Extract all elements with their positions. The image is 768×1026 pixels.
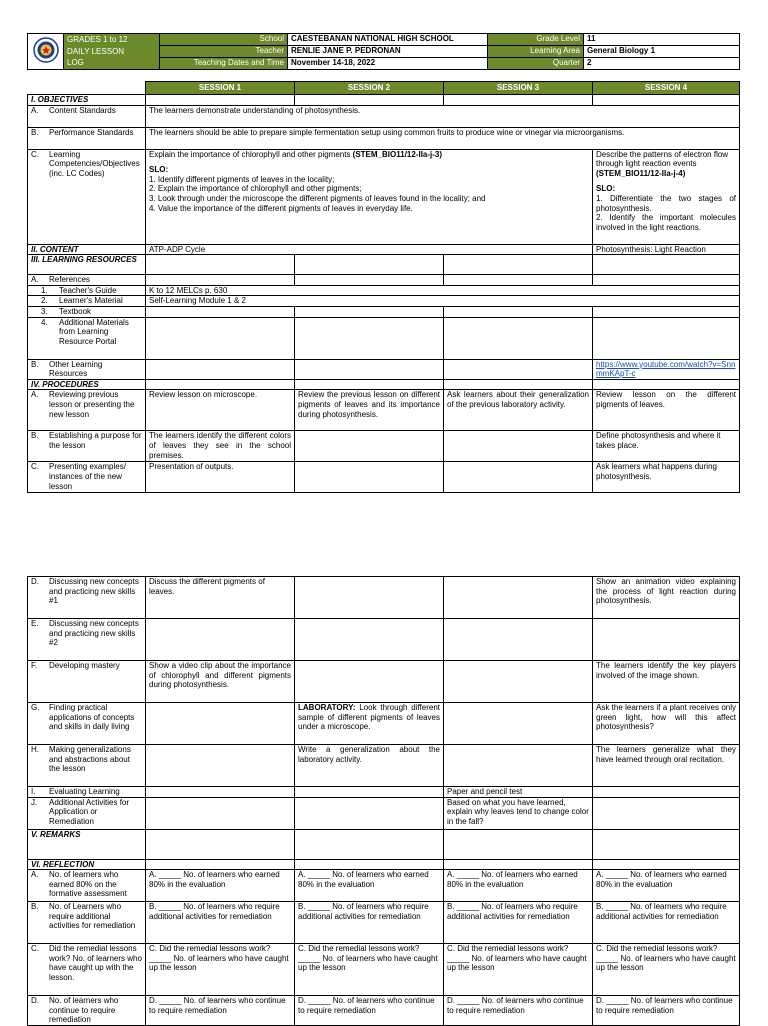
form-title-line-2: DAILY LESSON: [67, 46, 125, 56]
content-standards-label: A. Content Standards: [28, 105, 146, 127]
procedure-j-session-3: Based on what you have learned, explain why leaves tend to change color in the fall?: [444, 797, 593, 829]
procedure-i-session-3: Paper and pencil test: [444, 787, 593, 798]
procedure-h-session-2: Write a generalization about the laboratory activity.: [295, 745, 444, 787]
area-label: Learning Area: [488, 46, 584, 58]
school-label: School: [160, 34, 288, 46]
performance-standards-text: The learners should be able to prepare simple fermentation setup using common fruits to produce wine or vinegar via microorganisms.: [146, 127, 740, 149]
lesson-log-table-page-1: [27, 81, 740, 493]
competencies-session-4: Describe the patterns of electron flow through light reaction events (STEM_BIO11/12-IIa-j-4) SLO: 1. Differentiate the two stages of photosynthesis. 2. Identify the important molecules involved in the light reactions.: [593, 149, 740, 244]
form-title-line-3: LOG: [67, 58, 84, 67]
references-label: A. References: [28, 275, 146, 286]
procedure-c-session-4: Ask learners what happens during photosynthesis.: [593, 462, 740, 493]
procedure-g-session-4: Ask the learners if a plant receives only green light, how will this affect photosynthesis?: [593, 703, 740, 745]
session-2-header: SESSION 2: [295, 82, 444, 95]
procedure-d-label: D. Discussing new concepts and practicing new skills #1: [28, 577, 146, 619]
session-1-header: SESSION 1: [146, 82, 295, 95]
procedures-heading: IV. PROCEDURES: [28, 379, 146, 390]
reflection-b-session-2: B. _____ No. of learners who require additional activities for remediation: [295, 902, 444, 944]
reflection-d-session-2: D. _____ No. of learners who continue to require remediation: [295, 996, 444, 1026]
reflection-a-session-2: A. _____ No. of learners who earned 80% in the evaluation: [295, 870, 444, 902]
performance-standards-label: B. Performance Standards: [28, 127, 146, 149]
content-standards-text: The learners demonstrate understanding of photosynthesis.: [146, 105, 740, 127]
lesson-log-table-page-2: [27, 576, 740, 1026]
reflection-a-session-4: A. _____ No. of learners who earned 80% in the evaluation: [593, 870, 740, 902]
procedure-a-session-1: Review lesson on microscope.: [146, 390, 295, 431]
procedure-g-session-2: LABORATORY: Look through different sample of different pigments of leaves under a microscope.: [295, 703, 444, 745]
reflection-b-session-4: B. _____ No. of learners who require additional activities for remediation: [593, 902, 740, 944]
reflection-c-session-4: C. Did the remedial lessons work? _____ No. of learners who have caught up the lesson: [593, 944, 740, 996]
reflection-a-session-1: A. _____ No. of learners who earned 80% in the evaluation: [146, 870, 295, 902]
grade-label: Grade Level: [488, 34, 584, 46]
reflection-d-session-1: D. _____ No. of learners who continue to require remediation: [146, 996, 295, 1026]
learners-material-label: 2. Learner's Material: [28, 296, 146, 307]
procedure-f-session-4: The learners identify the key players involved of the image shown.: [593, 661, 740, 703]
reflection-heading: VI. REFLECTION: [28, 859, 146, 870]
reflection-c-session-2: C. Did the remedial lessons work? _____ No. of learners who have caught up the lesson: [295, 944, 444, 996]
teacher-value: RENLIE JANE P. PEDRONAN: [288, 46, 488, 58]
dates-value: November 14-18, 2022: [288, 58, 488, 70]
session-3-header: SESSION 3: [444, 82, 593, 95]
teachers-guide-text: K to 12 MELCs p. 630: [146, 285, 740, 296]
textbook-label: 3. Textbook: [28, 306, 146, 317]
session-4-header: SESSION 4: [593, 82, 740, 95]
procedure-b-session-4: Define photosynthesis and where it takes place.: [593, 431, 740, 462]
reflection-d-session-4: D. _____ No. of learners who continue to require remediation: [593, 996, 740, 1026]
reflection-c-session-1: C. Did the remedial lessons work? _____ No. of learners who have caught up the lesson: [146, 944, 295, 996]
learning-resources-heading: III. LEARNING RESOURCES: [28, 255, 146, 275]
procedure-h-session-4: The learners generalize what they have learned through oral recitation.: [593, 745, 740, 787]
content-heading: II. CONTENT: [28, 244, 146, 255]
procedure-b-session-1: The learners identify the different colors of leaves they see in the school premises.: [146, 431, 295, 462]
deped-seal: [28, 34, 64, 70]
header-table: [27, 33, 740, 70]
area-value: General Biology 1: [584, 46, 740, 58]
remarks-heading: V. REMARKS: [28, 829, 146, 859]
quarter-label: Quarter: [488, 58, 584, 70]
procedure-j-label: J. Additional Activities for Application or Remediation: [28, 797, 146, 829]
teachers-guide-label: 1. Teacher's Guide: [28, 285, 146, 296]
procedure-f-label: F. Developing mastery: [28, 661, 146, 703]
teacher-label: Teacher: [160, 46, 288, 58]
youtube-link[interactable]: https://www.youtube.com/watch?v=SnnmmKApT-c: [596, 359, 736, 379]
procedure-a-session-2: Review the previous lesson on different pigments of leaves and its importance during photosynthesis.: [295, 390, 444, 431]
competencies-session-1-3: Explain the importance of chlorophyll and other pigments (STEM_BIO11/12-IIa-j-3) SLO: 1. Identify different pigments of leaves in the locality; 2. Explain the importance of chlorophyll and other pigments; 3. Look through under the microscope the different pigments of leaves found in the locality; and 4. Value the importance of the different pigments of leaves in everyday life.: [146, 149, 593, 244]
form-title: [64, 34, 160, 70]
procedure-d-session-4: Show an animation video explaining the process of light reaction during photosynthesis.: [593, 577, 740, 619]
procedure-a-session-4: Review lesson on the different pigments of leaves.: [593, 390, 740, 431]
procedure-e-label: E. Discussing new concepts and practicing new skills #2: [28, 619, 146, 661]
procedure-c-label: C. Presenting examples/ instances of the new lesson: [28, 462, 146, 493]
dates-label: Teaching Dates and Time: [160, 58, 288, 70]
other-resources-label: B. Other Learning Resources: [28, 359, 146, 379]
school-value: CAESTEBANAN NATIONAL HIGH SCHOOL: [288, 34, 488, 46]
procedure-a-session-3: Ask learners about their generalization of the previous laboratory activity.: [444, 390, 593, 431]
blank-corner: [28, 82, 146, 95]
reflection-b-session-3: B. _____ No. of learners who require additional activities for remediation: [444, 902, 593, 944]
youtube-link-cell: [593, 359, 740, 379]
procedure-d-session-1: Discuss the different pigments of leaves.: [146, 577, 295, 619]
content-session-1-3: ATP-ADP Cycle: [146, 244, 593, 255]
learning-competencies-label: C. Learning Competencies/Objectives (inc. LC Codes): [28, 149, 146, 244]
procedure-b-label: B. Establishing a purpose for the lesson: [28, 431, 146, 462]
procedure-i-label: I. Evaluating Learning: [28, 787, 146, 798]
grade-value: 11: [584, 34, 740, 46]
procedure-g-label: G. Finding practical applications of concepts and skills in daily living: [28, 703, 146, 745]
objectives-heading: I. OBJECTIVES: [28, 95, 146, 106]
procedure-h-label: H. Making generalizations and abstractions about the lesson: [28, 745, 146, 787]
reflection-a-label: A. No. of learners who earned 80% on the formative assessment: [28, 870, 146, 902]
procedure-f-session-1: Show a video clip about the importance of chlorophyll and different pigments during photosynthesis.: [146, 661, 295, 703]
reflection-a-session-3: A. _____ No. of learners who earned 80% in the evaluation: [444, 870, 593, 902]
quarter-value: 2: [584, 58, 740, 70]
additional-materials-label: 4. Additional Materials from Learning Resource Portal: [28, 317, 146, 359]
form-title-line-1: GRADES 1 to 12: [67, 35, 128, 44]
reflection-d-session-3: D. _____ No. of learners who continue to require remediation: [444, 996, 593, 1026]
reflection-b-session-1: B. _____ No. of learners who require additional activities for remediation: [146, 902, 295, 944]
reflection-c-session-3: C. Did the remedial lessons work? _____ No. of learners who have caught up the lesson: [444, 944, 593, 996]
content-session-4: Photosynthesis: Light Reaction: [593, 244, 740, 255]
seal-icon: [33, 37, 59, 63]
procedure-a-label: A. Reviewing previous lesson or presenting the new lesson: [28, 390, 146, 431]
reflection-d-label: D. No. of learners who continue to require remediation: [28, 996, 146, 1026]
procedure-c-session-1: Presentation of outputs.: [146, 462, 295, 493]
reflection-c-label: C. Did the remedial lessons work? No. of learners who have caught up with the lesson.: [28, 944, 146, 996]
reflection-b-label: B. No. of Learners who require additional activities for remediation: [28, 902, 146, 944]
learners-material-text: Self-Learning Module 1 & 2: [146, 296, 740, 307]
